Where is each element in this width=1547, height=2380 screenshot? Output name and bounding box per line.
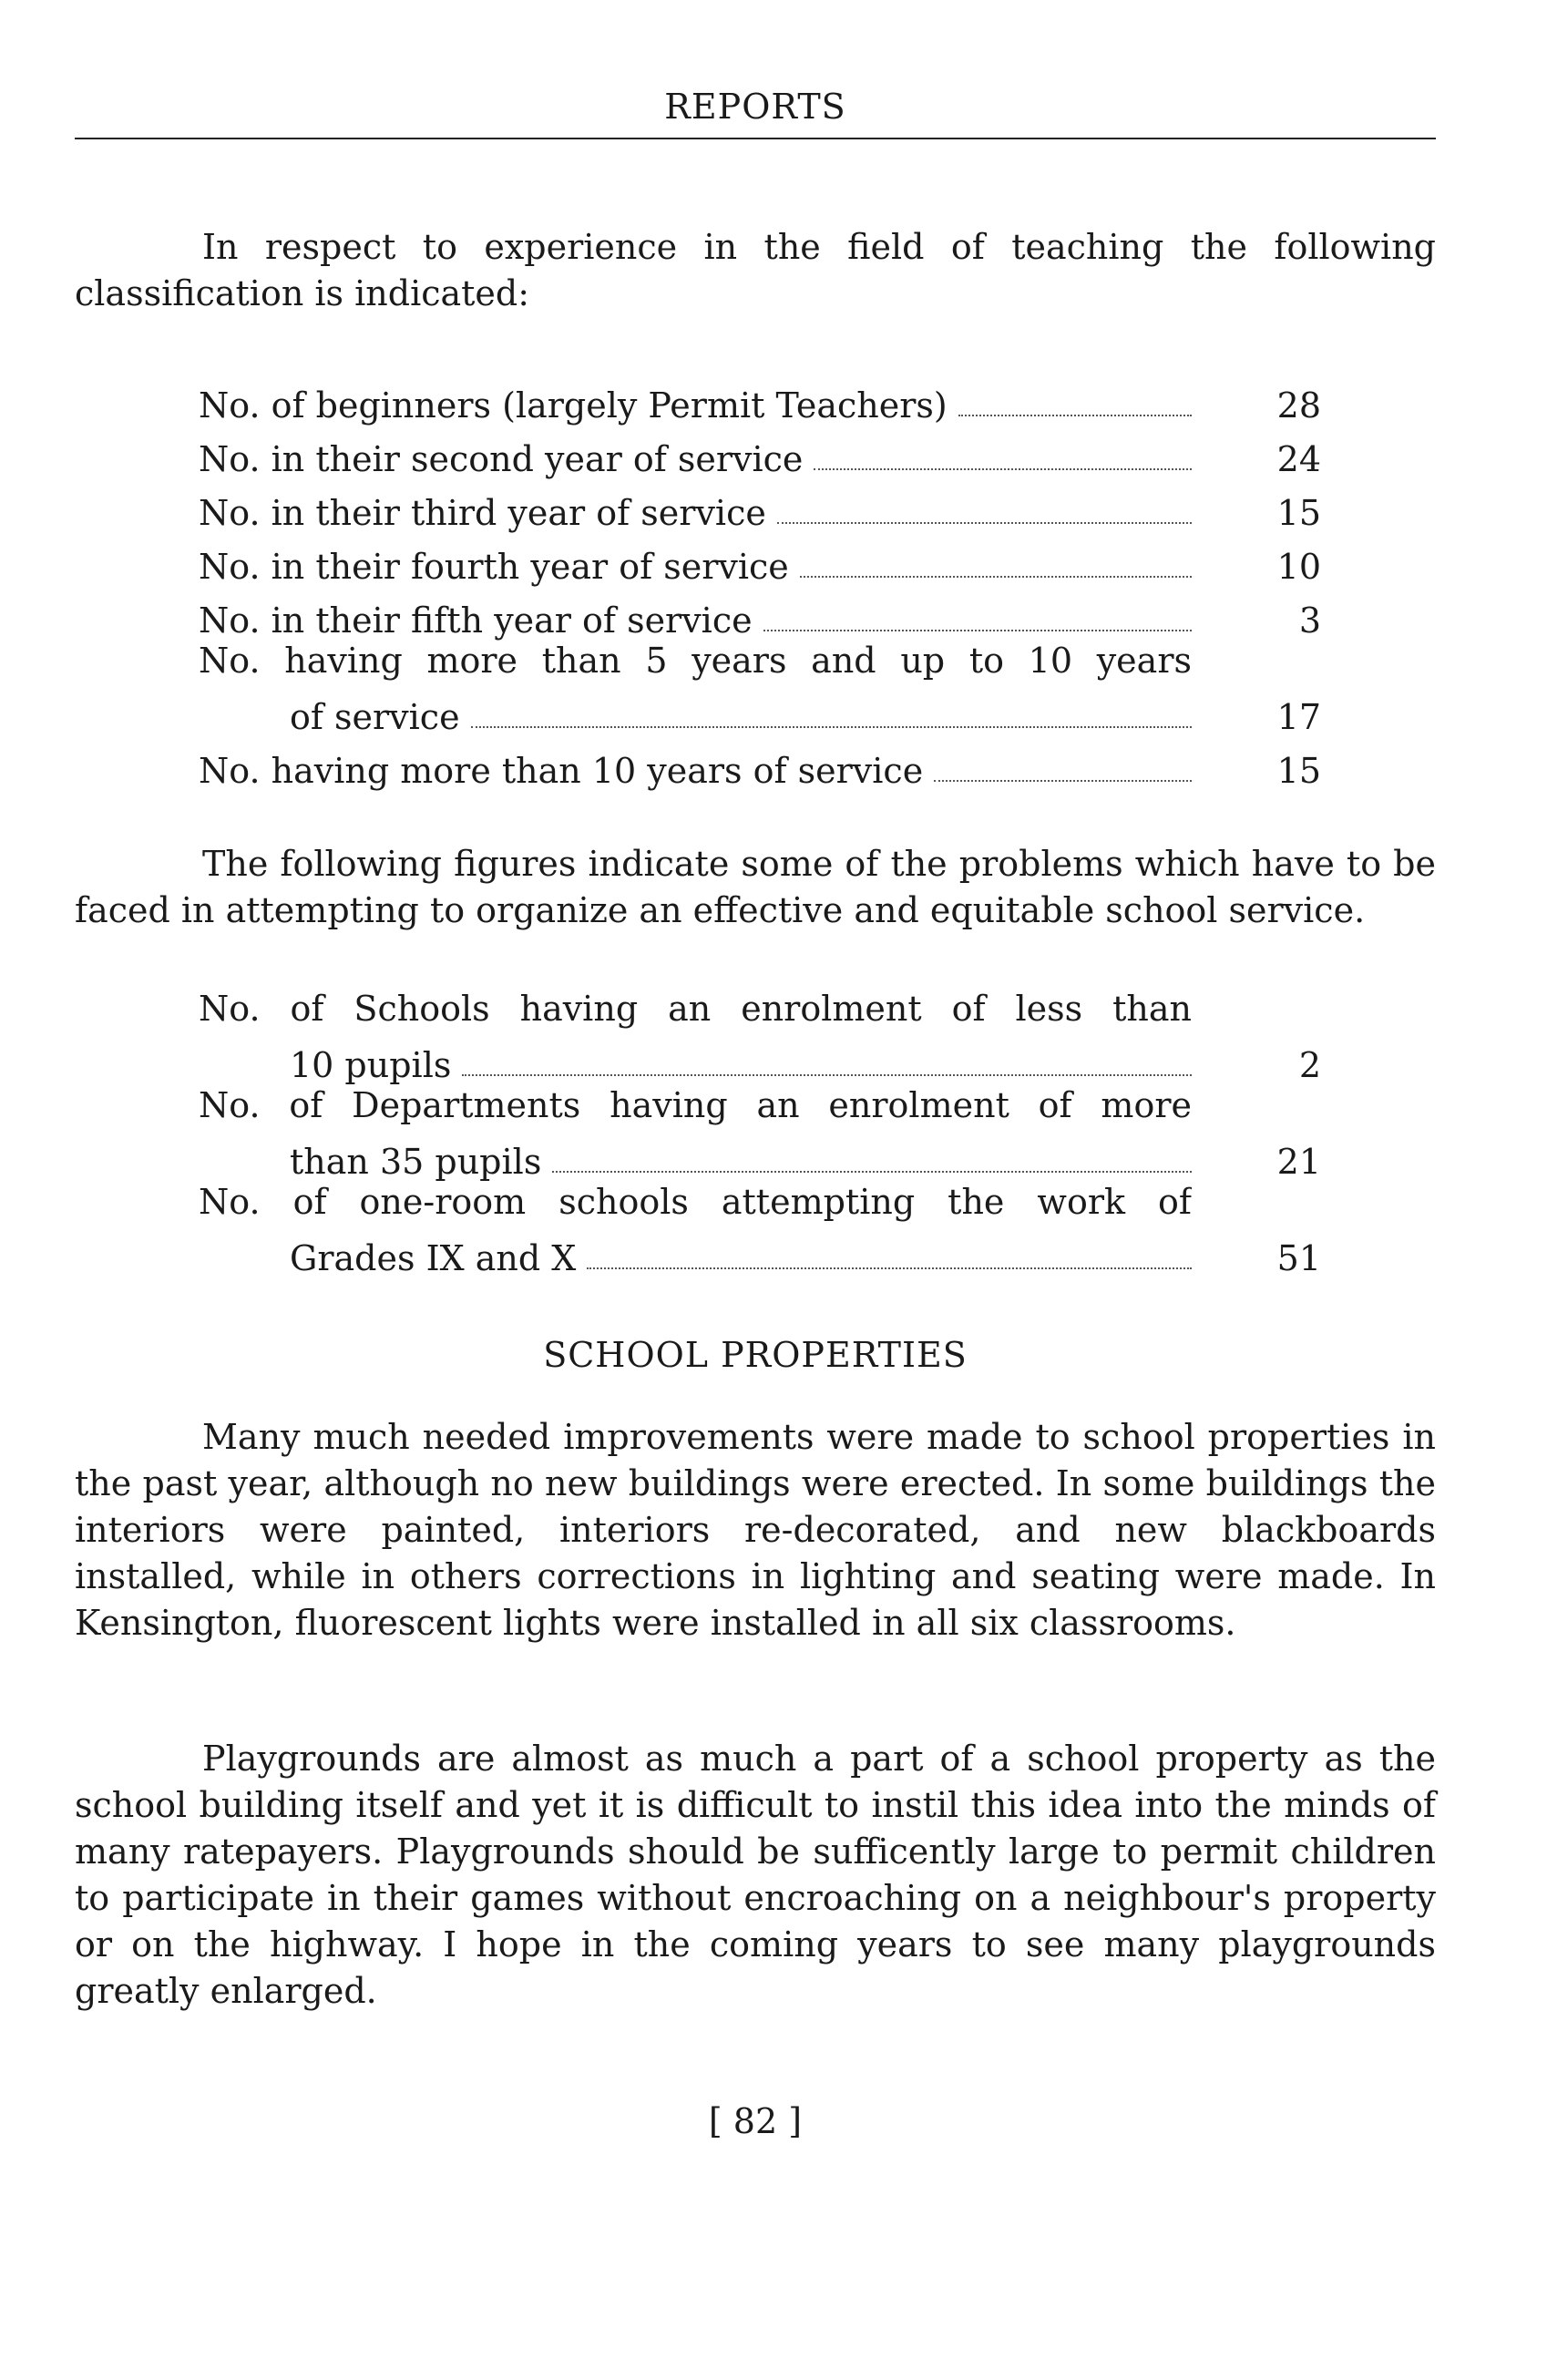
row-value: 24 (1276, 439, 1321, 479)
row-value: 10 (1276, 547, 1321, 587)
dot-leader (587, 1267, 1192, 1269)
row-label-line2: 10 pupils (290, 1045, 452, 1085)
properties-paragraph: Many much needed improvements were made to school properties in the past year, although no new buildings were erected. In some buildings the interiors were painted, interiors re-decorated, and new blackboards installed, while in others corrections in lighting and seating were made. In Kensington, fluorescent lights were installed in all six classrooms. (75, 1417, 1436, 1643)
dot-leader (958, 415, 1192, 416)
row-label: No. of beginners (largely Permit Teachers) (199, 385, 948, 426)
row-label-line2: Grades IX and X (290, 1238, 577, 1278)
dot-leader (462, 1074, 1192, 1076)
dot-leader (763, 630, 1192, 631)
table-row (199, 479, 1321, 533)
table-row (199, 587, 1321, 641)
intro-paragraph: In respect to experience in the field of teaching the following classification is indicated: (75, 227, 1436, 313)
dot-leader (814, 468, 1192, 470)
table-row (199, 1085, 1321, 1182)
header-rule (75, 138, 1436, 139)
table-row (199, 641, 1321, 737)
row-value: 2 (1298, 1045, 1321, 1085)
row-label-line1: No. of one-room schools attempting the work of (199, 1182, 1192, 1222)
table-row (199, 533, 1321, 587)
row-label: No. in their third year of service (199, 493, 766, 533)
table-row (199, 737, 1321, 791)
page-number: [ 82 ] (708, 2101, 803, 2141)
table-row (199, 989, 1321, 1085)
playgrounds-paragraph: Playgrounds are almost as much a part of a school property as the school building itself and yet it is difficult to instil this idea into the minds of many ratepayers. Playgrounds should be sufficently large to permit children to participate in their games without encroaching on a neighbour's property or on the highway. I hope in the coming years to see many playgrounds greatly enlarged. (75, 1739, 1436, 2011)
row-value: 3 (1298, 600, 1321, 641)
dot-leader (552, 1171, 1192, 1173)
dot-leader (934, 780, 1192, 782)
row-label: No. in their fourth year of service (199, 547, 789, 587)
experience-table (199, 372, 1321, 791)
table-row (199, 426, 1321, 479)
row-value: 28 (1276, 385, 1321, 426)
row-value: 17 (1276, 697, 1321, 737)
row-label-line2: of service (290, 697, 460, 737)
row-label: No. having more than 10 years of service (199, 751, 924, 791)
section-heading: SCHOOL PROPERTIES (543, 1335, 968, 1375)
row-label-line2: than 35 pupils (290, 1142, 542, 1182)
row-label: No. in their fifth year of service (199, 600, 753, 641)
running-head: REPORTS (664, 87, 846, 127)
row-label-line1: No. of Schools having an enrolment of less than (199, 989, 1192, 1029)
problems-paragraph: The following figures indicate some of the problems which have to be faced in attempting to organize an effective and equitable school service. (75, 844, 1436, 930)
dot-leader (800, 576, 1192, 578)
row-value: 15 (1276, 493, 1321, 533)
dot-leader (777, 522, 1192, 524)
row-value: 21 (1276, 1142, 1321, 1182)
row-label: No. in their second year of service (199, 439, 804, 479)
table-row (199, 1182, 1321, 1278)
row-label-line1: No. having more than 5 years and up to 10 years (199, 641, 1192, 681)
row-label-line1: No. of Departments having an enrolment of more (199, 1085, 1192, 1125)
problems-table (199, 989, 1321, 1278)
dot-leader (471, 726, 1192, 728)
row-value: 51 (1276, 1238, 1321, 1278)
table-row (199, 372, 1321, 426)
row-value: 15 (1276, 751, 1321, 791)
